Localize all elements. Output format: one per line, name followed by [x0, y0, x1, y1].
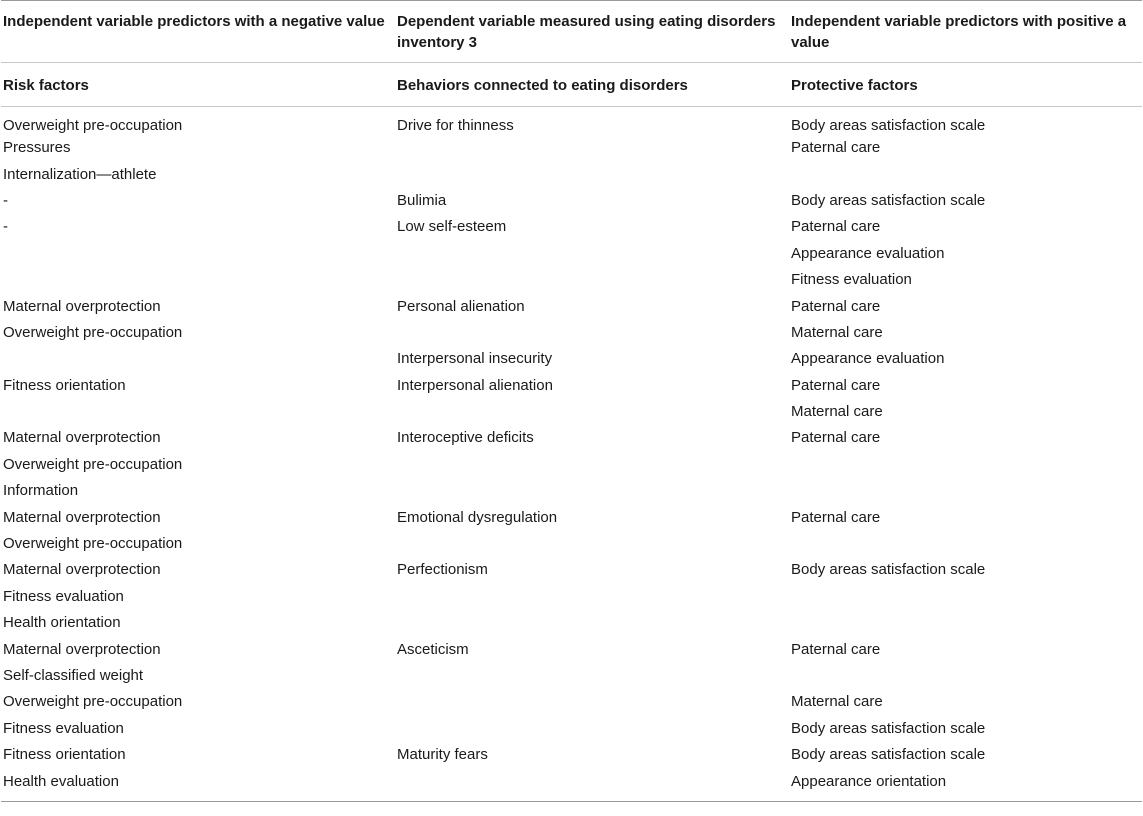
table-row: [1, 452, 1142, 478]
table-row: [1, 531, 1142, 557]
risk-factor-cell: Overweight pre-occupation: [3, 323, 183, 341]
table-row: [1, 584, 1142, 610]
protective-factor-cell: Paternal care: [791, 376, 881, 394]
table-row: [1, 293, 1142, 319]
column-header-positive-predictors: Independent variable predictors with positive a value: [789, 1, 1142, 63]
behavior-cell: Perfectionism: [397, 561, 488, 579]
table-row: [1, 214, 1142, 240]
subheader-risk-factors: Risk factors: [1, 63, 395, 107]
risk-factor-cell: Fitness orientation: [3, 376, 126, 394]
table-row: [1, 716, 1142, 742]
risk-factor-cell: Self-classified weight: [3, 667, 144, 684]
table-row: [1, 267, 1142, 293]
risk-factor-cell: Maternal overprotection: [3, 640, 161, 658]
table-row: [1, 663, 1142, 689]
table-row: [1, 557, 1142, 583]
table-row: [1, 689, 1142, 715]
protective-factor-cell: Body areas satisfaction scale: [791, 561, 986, 579]
table-row: [1, 161, 1142, 187]
behavior-cell: [395, 716, 789, 742]
table-row: [1, 742, 1142, 768]
subheader-protective-factors: Protective factors: [789, 63, 1142, 107]
risk-factor-cell: Maternal overprotection: [3, 561, 161, 579]
risk-factor-cell: [1, 399, 395, 425]
behavior-cell: [395, 478, 789, 504]
table-row: [1, 504, 1142, 530]
protective-factor-cell: [789, 478, 1142, 504]
table-row: [1, 478, 1142, 504]
table-row: [1, 241, 1142, 267]
protective-factor-cell: Paternal care: [791, 297, 881, 315]
protective-factor-cell: Body areas satisfaction scale: [791, 746, 986, 764]
subheader-behaviors: Behaviors connected to eating disorders: [395, 63, 789, 107]
behavior-cell: [395, 768, 789, 800]
table-row: [1, 425, 1142, 451]
table-row: [1, 399, 1142, 425]
behavior-cell: [395, 161, 789, 187]
protective-factor-cell: Body areas satisfaction scale: [791, 719, 986, 737]
behavior-cell: Personal alienation: [397, 297, 525, 315]
protective-factor-cell: Paternal care: [791, 429, 881, 447]
table-row: [1, 610, 1142, 636]
table-bottom-rule: [1, 801, 1142, 802]
table-row: [1, 346, 1142, 372]
protective-factor-cell: Paternal care: [791, 218, 881, 236]
behavior-cell: Maturity fears: [397, 746, 488, 764]
table-row: [1, 107, 1142, 136]
risk-factor-cell: [1, 241, 395, 267]
risk-factor-cell: Overweight pre-occupation: [3, 693, 183, 711]
behavior-cell: [395, 610, 789, 636]
column-header-dependent-variable: Dependent variable measured using eating disorders inventory 3: [395, 1, 789, 63]
risk-factor-cell: Pressures: [3, 139, 71, 157]
table-row: [1, 135, 1142, 161]
protective-factor-cell: Body areas satisfaction scale: [791, 117, 986, 134]
table-row: [1, 188, 1142, 214]
behavior-cell: [395, 584, 789, 610]
protective-factor-cell: Maternal care: [791, 323, 883, 341]
table-body: [1, 107, 1142, 801]
protective-factor-cell: Appearance evaluation: [791, 244, 945, 262]
risk-factor-cell: -: [3, 218, 8, 236]
risk-factor-cell: Overweight pre-occupation: [3, 535, 183, 553]
risk-factor-cell: [1, 346, 395, 372]
protective-factor-cell: [789, 584, 1142, 610]
behavior-cell: Asceticism: [397, 640, 469, 658]
behavior-cell: [395, 320, 789, 346]
risk-factor-cell: Fitness evaluation: [3, 719, 124, 737]
protective-factor-cell: Appearance evaluation: [791, 350, 945, 368]
behavior-cell: Low self-esteem: [397, 218, 507, 236]
table-row: [1, 768, 1142, 800]
protective-factor-cell: [789, 452, 1142, 478]
risk-factor-cell: Maternal overprotection: [3, 429, 161, 447]
risk-factor-cell: Fitness evaluation: [3, 587, 124, 605]
protective-factor-cell: [789, 663, 1142, 689]
eating-disorders-table: [1, 0, 1142, 802]
risk-factor-cell: Internalization—athlete: [3, 165, 157, 183]
risk-factor-cell: Information: [3, 482, 79, 500]
behavior-cell: [395, 689, 789, 715]
behavior-cell: Interoceptive deficits: [397, 429, 534, 447]
behavior-cell: [395, 241, 789, 267]
risk-factor-cell: Overweight pre-occupation: [3, 117, 183, 134]
protective-factor-cell: [789, 610, 1142, 636]
subheader-row: [1, 63, 1142, 107]
table-row: [1, 636, 1142, 662]
risk-factor-cell: Maternal overprotection: [3, 297, 161, 315]
table-row: [1, 320, 1142, 346]
protective-factor-cell: Appearance orientation: [791, 772, 947, 790]
table-row: [1, 373, 1142, 399]
risk-factor-cell: Health evaluation: [3, 772, 119, 790]
risk-factor-cell: Fitness orientation: [3, 746, 126, 764]
behavior-cell: Emotional dysregulation: [397, 508, 558, 526]
behavior-cell: [395, 452, 789, 478]
protective-factor-cell: Paternal care: [791, 508, 881, 526]
protective-factor-cell: [789, 161, 1142, 187]
behavior-cell: Interpersonal alienation: [397, 376, 553, 394]
behavior-cell: Drive for thinness: [397, 117, 514, 134]
protective-factor-cell: Paternal care: [791, 640, 881, 658]
protective-factor-cell: Maternal care: [791, 403, 883, 421]
risk-factor-cell: -: [3, 191, 8, 209]
protective-factor-cell: Paternal care: [791, 139, 881, 157]
behavior-cell: [395, 267, 789, 293]
risk-factor-cell: Health orientation: [3, 614, 121, 632]
header-row: [1, 1, 1142, 63]
behavior-cell: [395, 531, 789, 557]
risk-factor-cell: Overweight pre-occupation: [3, 455, 183, 473]
protective-factor-cell: Maternal care: [791, 693, 883, 711]
predictors-table: [1, 0, 1142, 801]
column-header-negative-predictors: Independent variable predictors with a negative value: [1, 1, 395, 63]
behavior-cell: [395, 135, 789, 161]
behavior-cell: [395, 663, 789, 689]
protective-factor-cell: Body areas satisfaction scale: [791, 191, 986, 209]
risk-factor-cell: [1, 267, 395, 293]
protective-factor-cell: [789, 531, 1142, 557]
behavior-cell: [395, 399, 789, 425]
behavior-cell: Bulimia: [397, 191, 447, 209]
risk-factor-cell: Maternal overprotection: [3, 508, 161, 526]
protective-factor-cell: Fitness evaluation: [791, 271, 912, 289]
behavior-cell: Interpersonal insecurity: [397, 350, 553, 368]
